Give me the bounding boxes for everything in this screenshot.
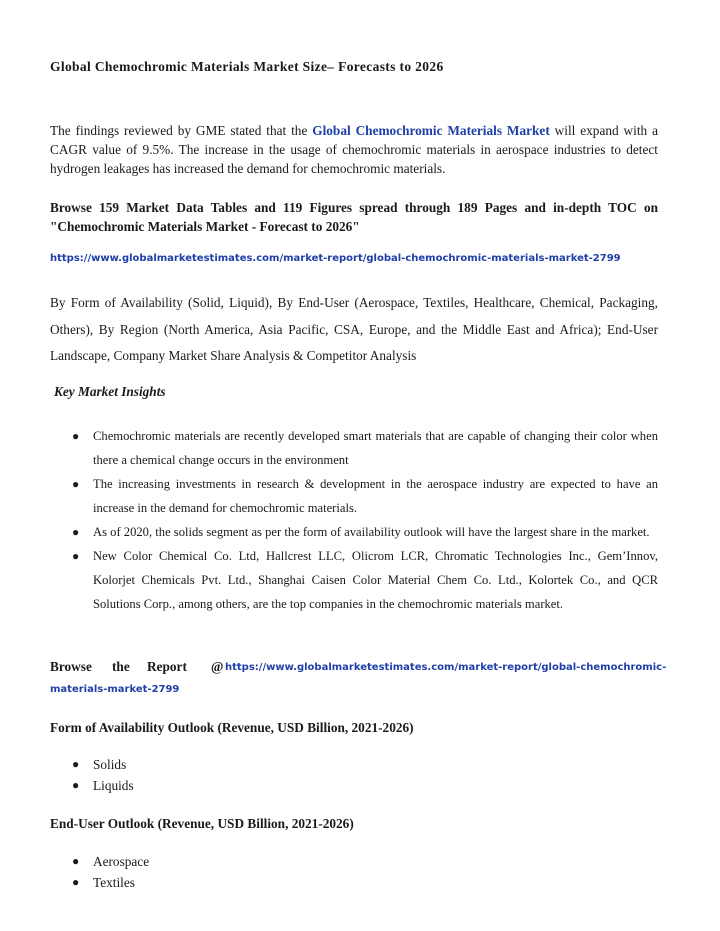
browse-toc-paragraph: Browse 159 Market Data Tables and 119 Figures spread through 189 Pages and in-depth TOC on "Chemochromic Materials Market - Forecast to 2026" [50,200,658,234]
bullet-icon: ● [72,429,80,443]
browse-word: Browse [50,659,92,674]
list-item [0,424,658,472]
bullet-icon: ● [72,757,80,771]
at-symbol: @ [211,659,224,674]
list-item-text: Solids [93,757,127,772]
list-item [0,544,658,616]
list-item [0,775,658,796]
list-item [0,872,658,893]
insights-list [0,424,720,616]
report-link-line1[interactable]: https://www.globalmarketestimates.com/market-report/global-chemochromic- [225,662,667,673]
insights-heading: Key Market Insights [54,384,166,399]
bullet-icon: ● [72,477,80,491]
report-link[interactable]: https://www.globalmarketestimates.com/market-report/global-chemochromic-materials-market-2799 [50,253,621,264]
document-title: Global Chemochromic Materials Market Size– Forecasts to 2026 [50,59,444,74]
intro-paragraph [50,121,658,178]
list-item [0,851,658,872]
enduser-outlook-heading: End-User Outlook (Revenue, USD Billion, 2021-2026) [50,816,354,831]
report-link-line2[interactable]: materials-market-2799 [50,684,180,695]
insight-text: New Color Chemical Co. Ltd, Hallcrest LLC, Olicrom LCR, Chromatic Technologies Inc., Gem’Innov, Kolorjet Chemicals Pvt. Ltd., Shanghai Caisen Color Material Chem Co. Ltd., Kolortek Co., and QCR Solutions Corp., among others, are the top companies in the chemochromic materials market. [93,549,658,611]
bullet-icon: ● [72,778,80,792]
insight-text: Chemochromic materials are recently developed smart materials that are capable of changing their color when there a chemical change occurs in the environment [93,429,658,467]
list-item [0,472,658,520]
list-item-text: Textiles [93,875,135,890]
enduser-outlook-list [0,851,720,893]
market-name-highlight: Global Chemochromic Materials Market [312,123,550,138]
bullet-icon: ● [72,854,80,868]
bullet-icon: ● [72,549,80,563]
insight-text: The increasing investments in research & development in the aerospace industry are expected to have an increase in the demand for chemochromic materials. [93,477,658,515]
segmentation-paragraph: By Form of Availability (Solid, Liquid), By End-User (Aerospace, Textiles, Healthcare, Chemical, Packaging, Others), By Region (North America, Asia Pacific, CSA, Europe, and the Middle East and Africa); End-User Landscape, Company Market Share Analysis & Competitor Analysis [50,295,658,363]
report-word: Report [147,659,187,674]
list-item-text: Liquids [93,778,134,793]
intro-text-after: will expand with a CAGR value of 9.5%. The increase in the usage of chemochromic materials in aerospace industries to detect hydrogen leakages has increased the demand for chemochromic materials. [50,123,658,176]
bullet-icon: ● [72,875,80,889]
form-outlook-heading: Form of Availability Outlook (Revenue, USD Billion, 2021-2026) [50,720,414,735]
list-item [0,520,658,544]
bullet-icon: ● [72,525,80,539]
the-word: the [112,659,130,674]
list-item-text: Aerospace [93,854,150,869]
intro-text-before: The findings reviewed by GME stated that the [50,123,313,138]
form-outlook-list [0,754,720,796]
list-item [0,754,658,775]
insight-text: As of 2020, the solids segment as per the form of availability outlook will have the largest share in the market. [93,525,650,539]
